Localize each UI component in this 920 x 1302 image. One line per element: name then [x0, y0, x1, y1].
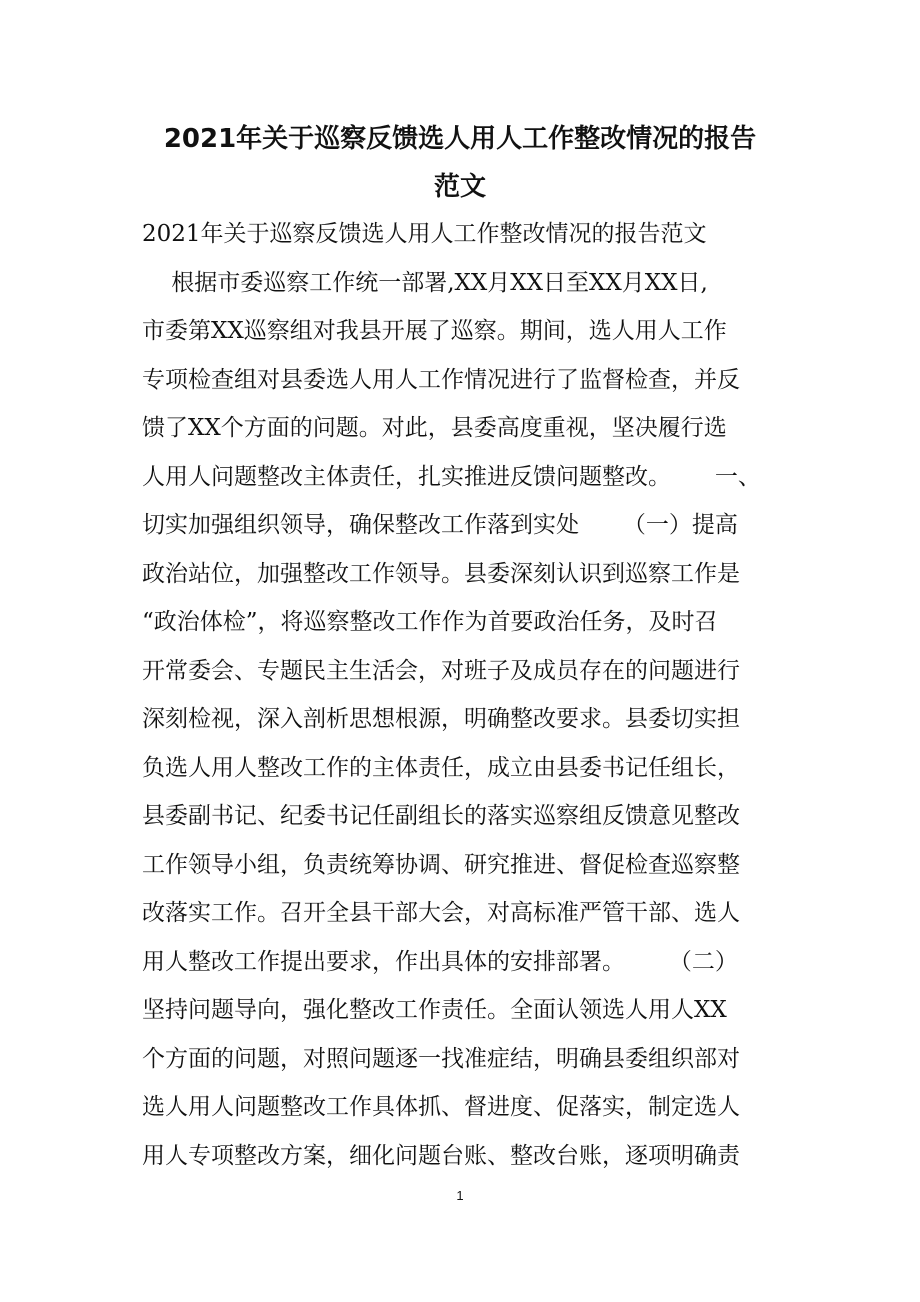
body-line: 馈了XX个方面的问题。对此，县委高度重视，坚决履行选 [142, 415, 727, 441]
body-line: 根据市委巡察工作统一部署,XX月XX日至XX月XX日, [142, 270, 708, 296]
body-line: 人用人问题整改主体责任，扎实推进反馈问题整改。 一、 [142, 464, 761, 490]
document-title-line-2: 范文 [433, 172, 486, 202]
body-line: 深刻检视，深入剖析思想根源，明确整改要求。县委切实担 [142, 706, 740, 732]
body-line: 负选人用人整改工作的主体责任，成立由县委书记任组长， [142, 755, 740, 781]
body-line: 2021年关于巡察反馈选人用人工作整改情况的报告范文 [142, 221, 707, 247]
body-line: 个方面的问题，对照问题逐一找准症结，明确县委组织部对 [142, 1046, 740, 1072]
body-line: 用人专项整改方案，细化问题台账、整改台账，逐项明确责 [142, 1143, 740, 1169]
body-line: 开常委会、专题民主生活会，对班子及成员存在的问题进行 [142, 658, 740, 684]
page-number: 1 [456, 1188, 464, 1203]
body-line: 工作领导小组，负责统筹协调、研究推进、督促检查巡察整 [142, 852, 740, 878]
body-line: “政治体检”，将巡察整改工作作为首要政治任务，及时召 [142, 609, 718, 635]
body-line: 用人整改工作提出要求，作出具体的安排部署。 （二） [142, 949, 738, 975]
body-line: 市委第XX巡察组对我县开展了巡察。期间，选人用人工作 [142, 318, 727, 344]
body-line: 县委副书记、纪委书记任副组长的落实巡察组反馈意见整改 [142, 803, 740, 829]
body-line: 选人用人问题整改工作具体抓、督进度、促落实，制定选人 [142, 1094, 740, 1120]
body-line: 改落实工作。召开全县干部大会，对高标准严管干部、选人 [142, 900, 740, 926]
body-line: 政治站位，加强整改工作领导。县委深刻认识到巡察工作是 [142, 561, 740, 587]
body-line: 切实加强组织领导，确保整改工作落到实处 （一）提高 [142, 512, 738, 538]
body-line: 坚持问题导向，强化整改工作责任。全面认领选人用人XX [142, 997, 727, 1023]
document-title-line-1: 2021年关于巡察反馈选人用人工作整改情况的报告 [163, 124, 757, 154]
body-line: 专项检查组对县委选人用人工作情况进行了监督检查，并反 [142, 367, 740, 393]
